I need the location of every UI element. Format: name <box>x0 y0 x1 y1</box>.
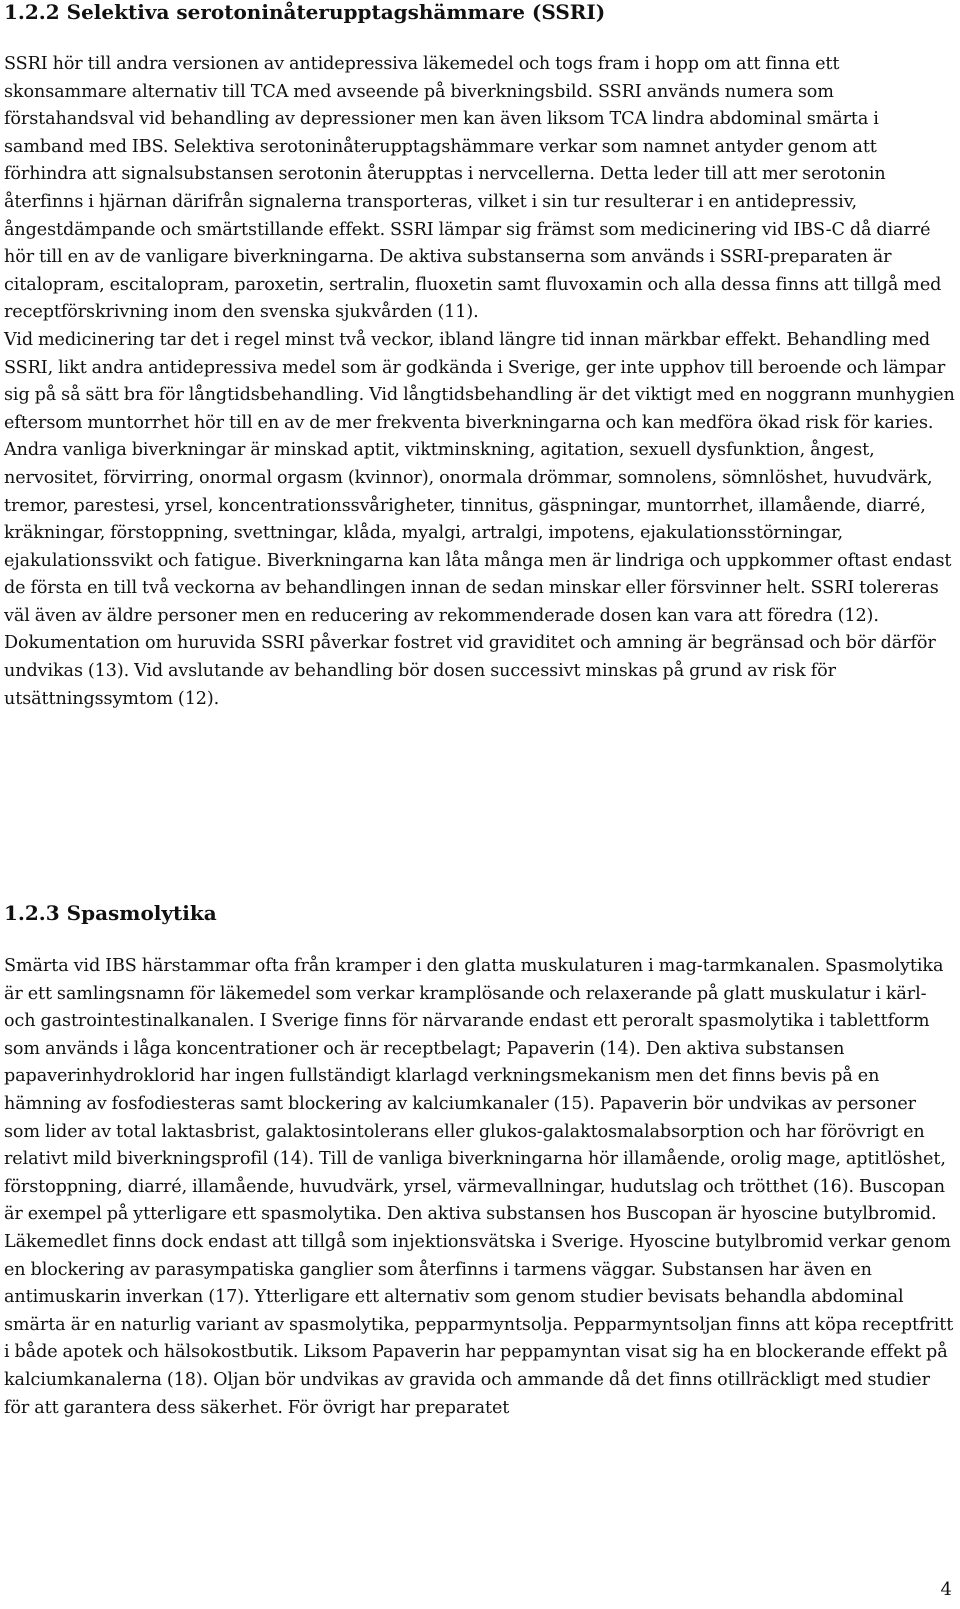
section-heading-spasmolytika: 1.2.3 Spasmolytika <box>4 901 217 925</box>
page-number: 4 <box>940 1579 952 1600</box>
paragraph: Smärta vid IBS härstammar ofta från kramper i den glatta muskulaturen i mag-tarmkanalen. Spasmolytika är ett samlingsnamn för läkemedel som verkar kramplösande och relaxerande på glatt muskulatur i kärl- och gastrointestinalkanalen. I Sverige finns för närvarande endast ett peroralt spasmolytika i tablettform som används i låga koncentrationer och är receptbelagt; Papaverin (14). Den aktiva substansen papaverinhydroklorid har ingen fullständigt klarlagd verkningsmekanism men det finns bevis på en hämning av fosfodiesteras samt blockering av kalciumkanaler (15). Papaverin bör undvikas av personer som lider av total laktasbrist, galaktosintolerans eller glukos-galaktosmalabsorption och har förövrigt en relativt mild biverkningsprofil (14). Till de vanliga biverkningarna hör illamående, orolig mage, aptitlöshet, förstoppning, diarré, illamående, huvudvärk, yrsel, värmevallningar, hudutslag och trötthet (16). Buscopan är exempel på ytterligare ett spasmolytika. Den aktiva substansen hos Buscopan är hyoscine butylbromid. Läkemedlet finns dock endast att tillgå som injektionsvätska i Sverige. Hyoscine butylbromid verkar genom en blockering av parasympatiska ganglier som återfinns i tarmens väggar. Substansen har även en antimuskarin inverkan (17). Ytterligare ett alternativ som genom studier bevisats behandla abdominal smärta är en naturlig variant av spasmolytika, pepparmyntsolja. Pepparmyntsoljan finns att köpa receptfritt i både apotek och hälsokostbutik. Liksom Papaverin har peppamyntan visat sig ha en blockerande effekt på kalciumkanalerna (18). Oljan bör undvikas av gravida och ammande då det finns otillräckligt med studier för att garantera dess säkerhet. För övrigt har preparatet <box>4 956 954 1418</box>
section-ssri-body <box>4 51 956 713</box>
section-heading-ssri: 1.2.2 Selektiva serotoninåterupptagshämmare (SSRI) <box>4 0 606 24</box>
paragraph: Vid medicinering tar det i regel minst två veckor, ibland längre tid innan märkbar effekt. Behandling med SSRI, likt andra antidepressiva medel som är godkända i Sverige, ger inte upphov till beroende och lämpar sig på så sätt bra för långtidsbehandling. Vid långtidsbehandling är det viktigt med en noggrann munhygien eftersom muntorrhet hör till en av de mer frekventa biverkningarna och kan medföra ökad risk för karies. Andra vanliga biverkningar är minskad aptit, viktminskning, agitation, sexuell dysfunktion, ångest, nervositet, förvirring, onormal orgasm (kvinnor), onormala drömmar, somnolens, sömnlöshet, huvudvärk, tremor, parestesi, yrsel, koncentrationssvårigheter, tinnitus, gäspningar, muntorrhet, illamående, diarré, kräkningar, förstoppning, svettningar, klåda, myalgi, artralgi, impotens, ejakulationsstörningar, ejakulationssvikt och fatigue. Biverkningarna kan låta många men är lindriga och uppkommer oftast endast de första en till två veckorna av behandlingen innan de sedan minskar eller försvinner helt. SSRI tolereras väl även av äldre personer men en reducering av rekommenderade dosen kan vara att föredra (12). Dokumentation om huruvida SSRI påverkar fostret vid graviditet och amning är begränsad och bör därför undvikas (13). Vid avslutande av behandling bör dosen successivt minskas på grund av risk för utsättningssymtom (12). <box>4 329 955 709</box>
paragraph: SSRI hör till andra versionen av antidepressiva läkemedel och togs fram i hopp om att finna ett skonsammare alternativ till TCA med avseende på biverkningsbild. SSRI används numera som förstahandsval vid behandling av depressioner men kan även liksom TCA lindra abdominal smärta i samband med IBS. Selektiva serotoninåterupptagshämmare verkar som namnet antyder genom att förhindra att signalsubstansen serotonin återupptas i nervcellerna. Detta leder till att mer serotonin återfinns i hjärnan därifrån signalerna transporteras, vilket i sin tur resulterar i en antidepressiv, ångestdämpande och smärtstillande effekt. SSRI lämpar sig främst som medicinering vid IBS-C då diarré hör till en av de vanligare biverkningarna. De aktiva substanserna som används i SSRI-preparaten är citalopram, escitalopram, paroxetin, sertralin, fluoxetin samt fluvoxamin och alla dessa finns att tillgå med receptförskrivning inom den svenska sjukvården (11). <box>4 54 942 323</box>
section-spasmolytika-body <box>4 953 956 1422</box>
